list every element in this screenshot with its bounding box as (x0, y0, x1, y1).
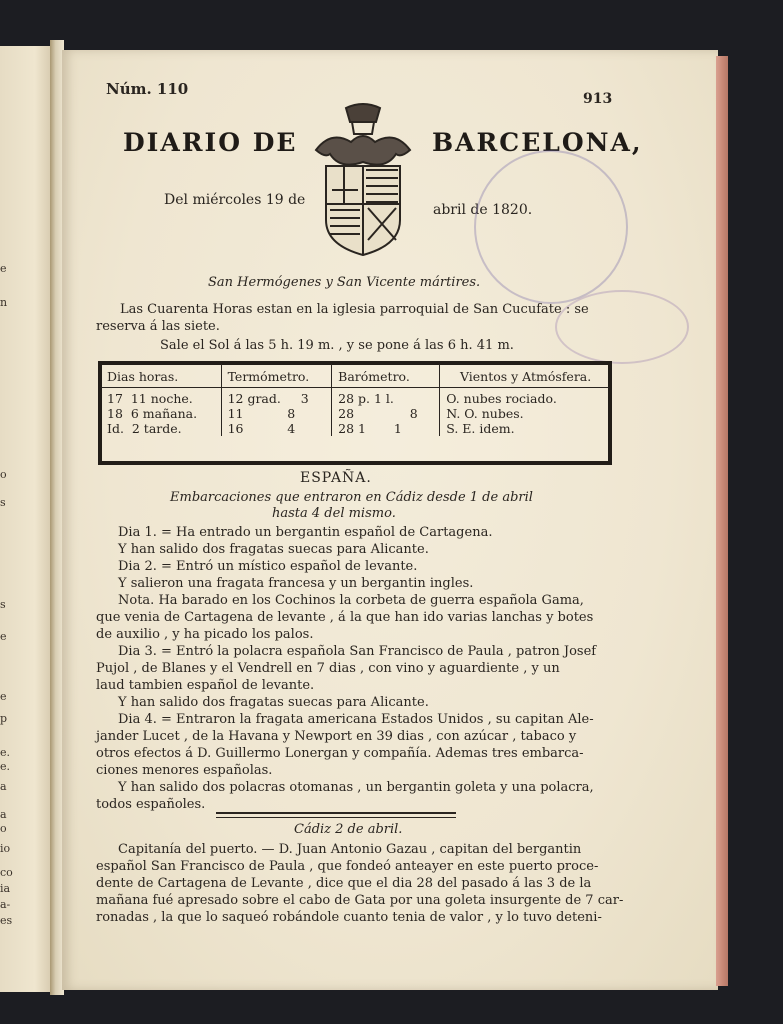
left-page-text: a (0, 780, 7, 793)
article-line: Y han salido dos polacras otomanas , un bergantin goleta y una polacra, (118, 780, 594, 795)
sun-times: Sale el Sol á las 5 h. 19 m. , y se pone á las 6 h. 41 m. (160, 338, 514, 353)
page-number: 913 (583, 91, 613, 107)
article-line: Nota. Ha barado en los Cochinos la corbeta de guerra española Gama, (118, 593, 584, 608)
article-line: Pujol , de Blanes y el Vendrell en 7 dias , con vino y aguardiente , y un (96, 661, 560, 676)
article-line: todos españoles. (96, 797, 206, 812)
left-page-text: es (0, 914, 13, 927)
left-page-text: a (0, 808, 7, 821)
table-row: Id. 2 tarde. 16 4 28 1 1 S. E. idem. (101, 421, 609, 436)
weather-table (98, 361, 612, 465)
date-left: Del miércoles 19 de (164, 192, 306, 208)
article-line: Y salieron una fragata francesa y un bergantin ingles. (118, 576, 474, 591)
article-line: dente de Cartagena de Levante , dice que el dia 28 del pasado á las 3 de la (96, 876, 592, 891)
section-heading: ESPAÑA. (300, 470, 372, 486)
article-line: Dia 3. = Entró la polacra española San Francisco de Paula , patron Josef (118, 644, 597, 659)
article-line: Capitanía del puerto. — D. Juan Antonio Gazau , capitan del bergantin (118, 842, 582, 857)
left-page-text: e. (0, 746, 11, 759)
article-line: Y han salido dos fragatas suecas para Alicante. (118, 542, 429, 557)
article-line: ronadas , la que lo saqueó robándole cuanto tenia de valor , y lo tuvo deteni- (96, 910, 602, 925)
left-page-text: n (0, 296, 8, 309)
column-header: Dias horas. (101, 364, 221, 388)
left-page-text: e (0, 690, 7, 703)
article-line: de auxilio , y ha picado los palos. (96, 627, 314, 642)
masthead-title-right: BARCELONA, (432, 128, 643, 157)
saints-of-day: San Hermógenes y San Vicente mártires. (208, 275, 481, 290)
coat-of-arms-icon (306, 100, 420, 262)
issue-number: Núm. 110 (106, 80, 189, 98)
section-subheading: hasta 4 del mismo. (272, 506, 396, 521)
table-row: 18 6 mañana. 11 8 28 8 N. O. nubes. (101, 406, 609, 421)
column-header: Vientos y Atmósfera. (440, 364, 609, 388)
column-header: Barómetro. (332, 364, 440, 388)
section-divider (216, 812, 456, 818)
masthead-title-left: DIARIO DE (123, 128, 298, 157)
left-page-text: o (0, 468, 7, 481)
left-page-text: e (0, 630, 7, 643)
left-page-text: p (0, 712, 8, 725)
article-line: Dia 4. = Entraron la fragata americana Estados Unidos , su capitan Ale- (118, 712, 594, 727)
article-line: ciones menores españolas. (96, 763, 273, 778)
date-right: abril de 1820. (433, 202, 533, 218)
article-line: Y han salido dos fragatas suecas para Alicante. (118, 695, 429, 710)
column-header: Termómetro. (221, 364, 332, 388)
cadiz-heading: Cádiz 2 de abril. (294, 822, 403, 837)
article-line: que venia de Cartagena de levante , á la que han ido varias lanchas y botes (96, 610, 594, 625)
article-line: otros efectos á D. Guillermo Lonergan y compañía. Ademas tres embarca- (96, 746, 584, 761)
library-stamp-icon (474, 150, 628, 304)
page-edge (716, 56, 728, 986)
left-page-text: s (0, 598, 6, 611)
article-line: mañana fué apresado sobre el cabo de Gata por una goleta insurgente de 7 car- (96, 893, 624, 908)
left-page-text: ia (0, 882, 11, 895)
article-line: Dia 1. = Ha entrado un bergantin español de Cartagena. (118, 525, 493, 540)
article-line: laud tambien español de levante. (96, 678, 315, 693)
forty-hours-line-2: reserva á las siete. (96, 319, 220, 334)
left-page-text: s (0, 496, 6, 509)
left-page-text: co (0, 866, 13, 879)
forty-hours-line-1: Las Cuarenta Horas estan en la iglesia parroquial de San Cucufate : se (120, 302, 589, 317)
left-page-text: o (0, 822, 7, 835)
left-page-text: e (0, 262, 7, 275)
left-page-text: a- (0, 898, 11, 911)
section-subheading: Embarcaciones que entraron en Cádiz desde 1 de abril (170, 490, 533, 505)
table-row: 17 11 noche. 12 grad. 3 28 p. 1 l. O. nubes rociado. (101, 388, 609, 407)
left-page-text: io (0, 842, 11, 855)
article-line: jander Lucet , de la Havana y Newport en 39 dias , con azúcar , tabaco y (96, 729, 577, 744)
left-page-fragment (0, 46, 52, 992)
article-line: español San Francisco de Paula , que fondeó anteayer en este puerto proce- (96, 859, 599, 874)
article-line: Dia 2. = Entró un místico español de levante. (118, 559, 418, 574)
left-page-text: e. (0, 760, 11, 773)
